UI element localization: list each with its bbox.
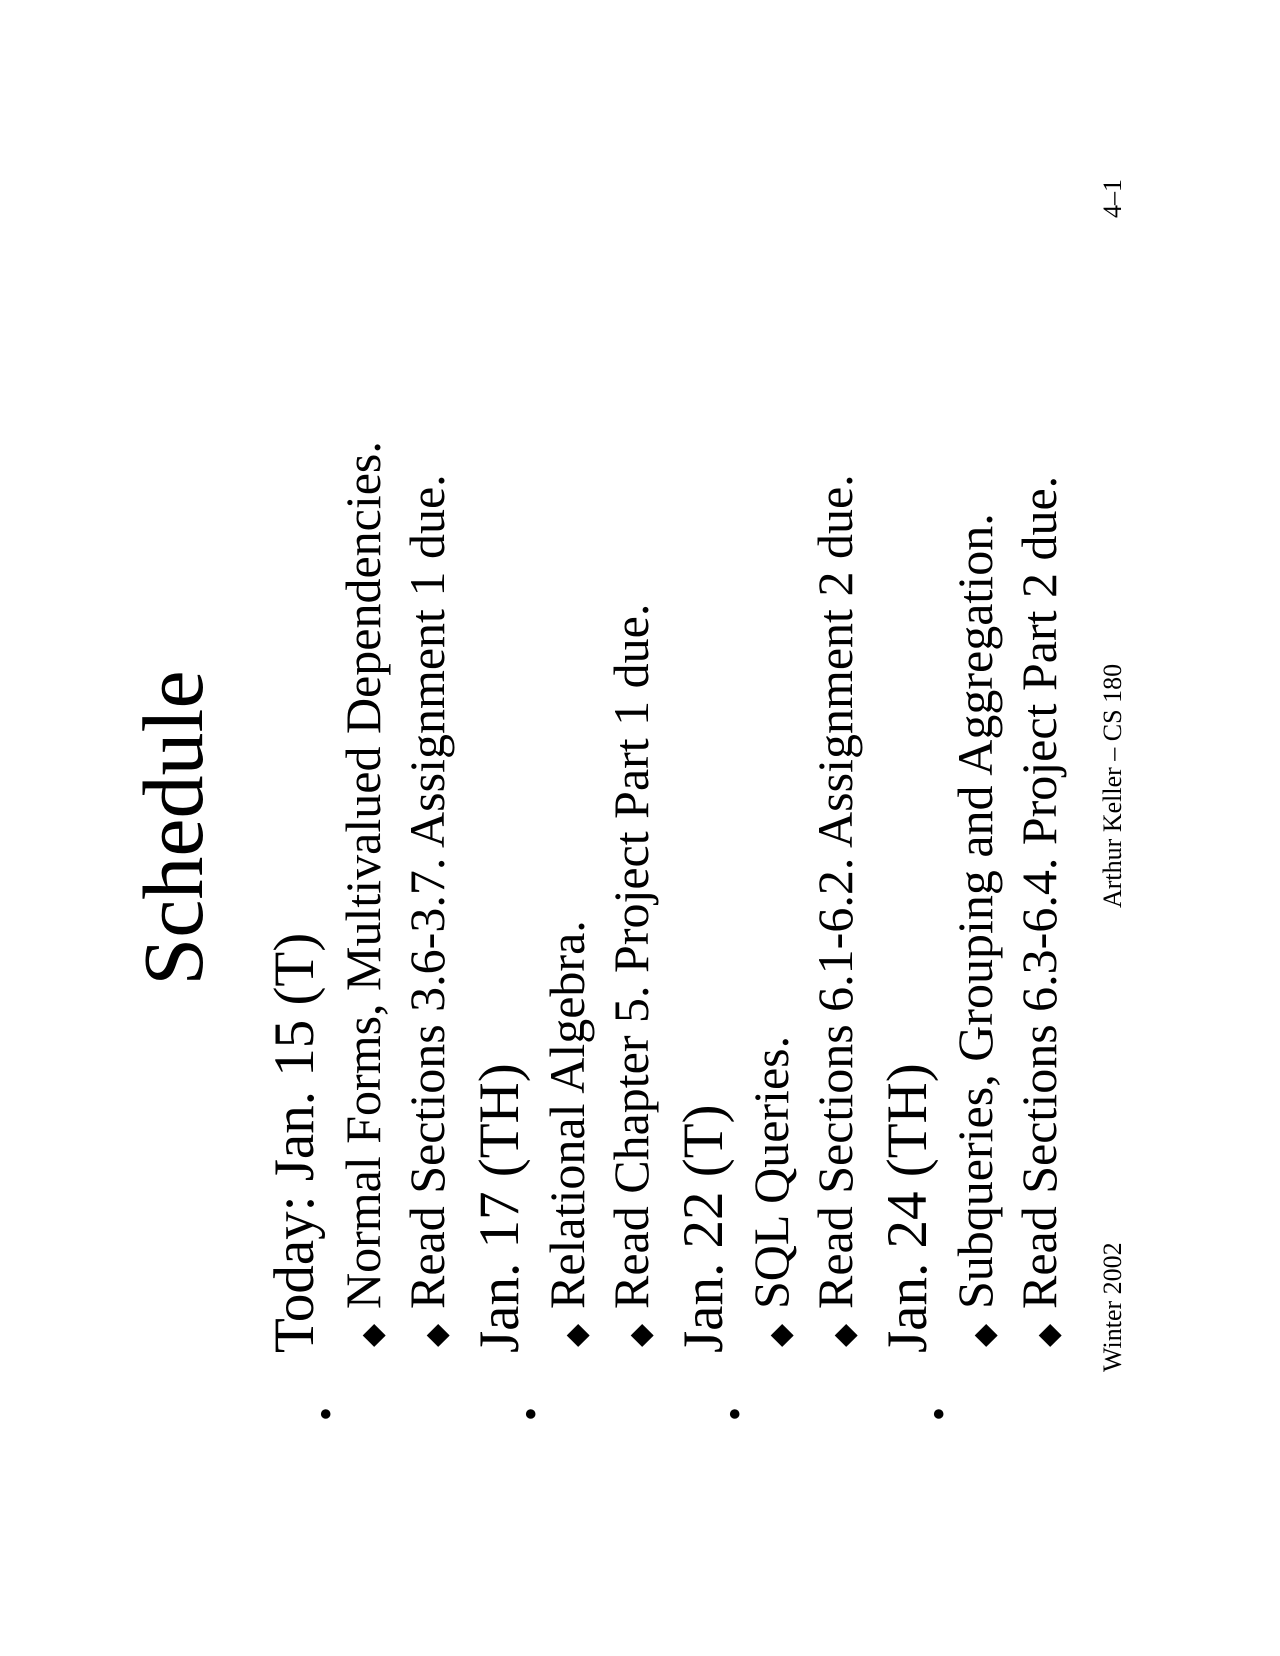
session-item-text: Read Sections 3.6-3.7. Assignment 1 due. (399, 474, 455, 1309)
diamond-bullet-icon: ◆ (624, 1323, 657, 1347)
bullet-icon: • (916, 1406, 961, 1421)
session-item-text: SQL Queries. (743, 1035, 799, 1309)
session-item-text: Normal Forms, Multivalued Dependencies. (335, 441, 391, 1309)
session-item-text: Read Chapter 5. Project Part 1 due. (603, 603, 659, 1309)
session-date-label: Today: Jan. 15 (T) (263, 932, 326, 1353)
bullet-icon: • (712, 1406, 757, 1421)
session-date-label: Jan. 22 (T) (672, 1104, 735, 1353)
session-date-label: Jan. 24 (TH) (876, 1063, 939, 1353)
footer-page-number: 4–1 (1098, 179, 1127, 218)
bullet-icon: • (303, 1406, 348, 1421)
diamond-bullet-icon: ◆ (356, 1323, 389, 1347)
diamond-bullet-icon: ◆ (560, 1323, 593, 1347)
session-item-text: Read Sections 6.1-6.2. Assignment 2 due. (807, 474, 863, 1309)
session-item-text: Subqueries, Grouping and Aggregation. (947, 513, 1003, 1309)
session-item-text: Read Sections 6.3-6.4. Project Part 2 due. (1011, 475, 1067, 1309)
diamond-bullet-icon: ◆ (764, 1323, 797, 1347)
diamond-bullet-icon: ◆ (828, 1323, 861, 1347)
diamond-bullet-icon: ◆ (1032, 1323, 1065, 1347)
footer-author-course: Arthur Keller – CS 180 (1098, 663, 1127, 908)
session-date-label: Jan. 17 (TH) (468, 1063, 531, 1353)
diamond-bullet-icon: ◆ (420, 1323, 453, 1347)
bullet-icon: • (508, 1406, 553, 1421)
diamond-bullet-icon: ◆ (968, 1323, 1001, 1347)
footer-term: Winter 2002 (1098, 1242, 1127, 1372)
session-item-text: Relational Algebra. (539, 920, 595, 1309)
slide-title: Schedule (125, 670, 221, 986)
